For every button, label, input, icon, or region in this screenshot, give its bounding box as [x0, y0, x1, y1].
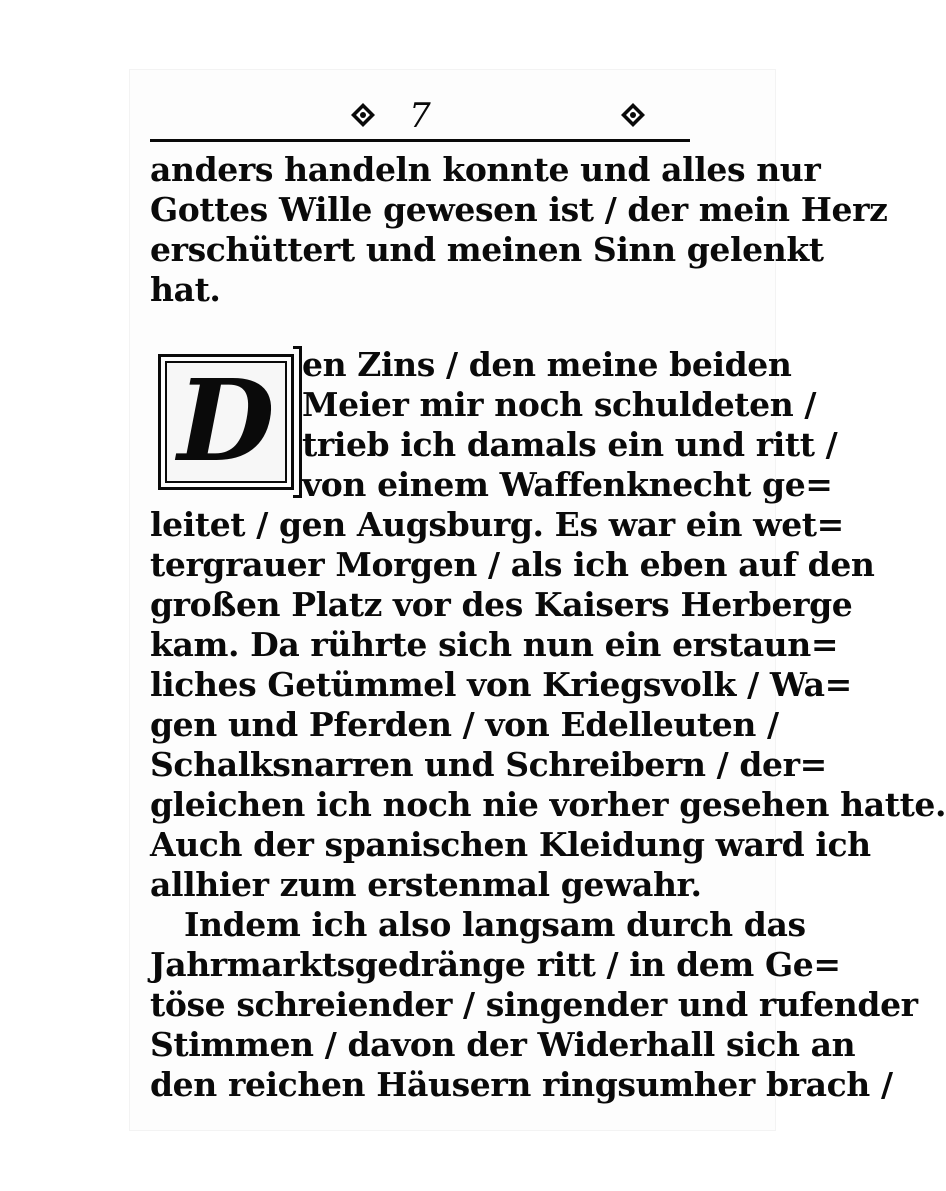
text-line: gleichen ich noch nie vorher gesehen hatte.	[150, 785, 946, 824]
text-line: trieb ich damals ein und ritt /	[302, 425, 838, 464]
text-line: Meier mir noch schuldeten /	[302, 385, 817, 424]
text-line: Gottes Wille gewesen ist / der mein Herz	[150, 190, 888, 229]
text-line: tergrauer Morgen / als ich eben auf den	[150, 545, 875, 584]
text-line: hat.	[150, 270, 221, 309]
header-rule	[150, 139, 690, 142]
text-line: liches Getümmel von Kriegsvolk / Wa=	[150, 665, 852, 704]
page-header	[150, 96, 690, 136]
text-line: kam. Da rührte sich nun ein erstaun=	[150, 625, 839, 664]
text-line: anders handeln konnte und alles nur	[150, 150, 821, 189]
text-line: Schalksnarren und Schreibern / der=	[150, 745, 827, 784]
diamond-ornament-icon	[620, 102, 646, 128]
text-line: von einem Waffenknecht ge=	[302, 465, 833, 504]
text-line: erschüttert und meinen Sinn gelenkt	[150, 230, 824, 269]
text-line: töse schreiender / singender und rufender	[150, 985, 918, 1024]
text-line: Stimmen / davon der Widerhall sich an	[150, 1025, 856, 1064]
text-line: Jahrmarktsgedränge ritt / in dem Ge=	[150, 945, 841, 984]
drop-cap-letter: D	[177, 356, 275, 487]
text-line: Auch der spanischen Kleidung ward ich	[150, 825, 871, 864]
text-line: en Zins / den meine beiden	[302, 345, 792, 384]
paragraph-continued	[150, 150, 888, 310]
paragraph-main	[150, 345, 946, 1105]
text-line: großen Platz vor des Kaisers Herberge	[150, 585, 853, 624]
text-line: Indem ich also langsam durch das	[184, 905, 806, 944]
text-line: allhier zum erstenmal gewahr.	[150, 865, 702, 904]
text-line: den reichen Häusern ringsumher brach /	[150, 1065, 893, 1104]
page-number: 7	[409, 96, 431, 136]
text-line: gen und Pferden / von Edelleuten /	[150, 705, 779, 744]
text-line: leitet / gen Augsburg. Es war ein wet=	[150, 505, 844, 544]
